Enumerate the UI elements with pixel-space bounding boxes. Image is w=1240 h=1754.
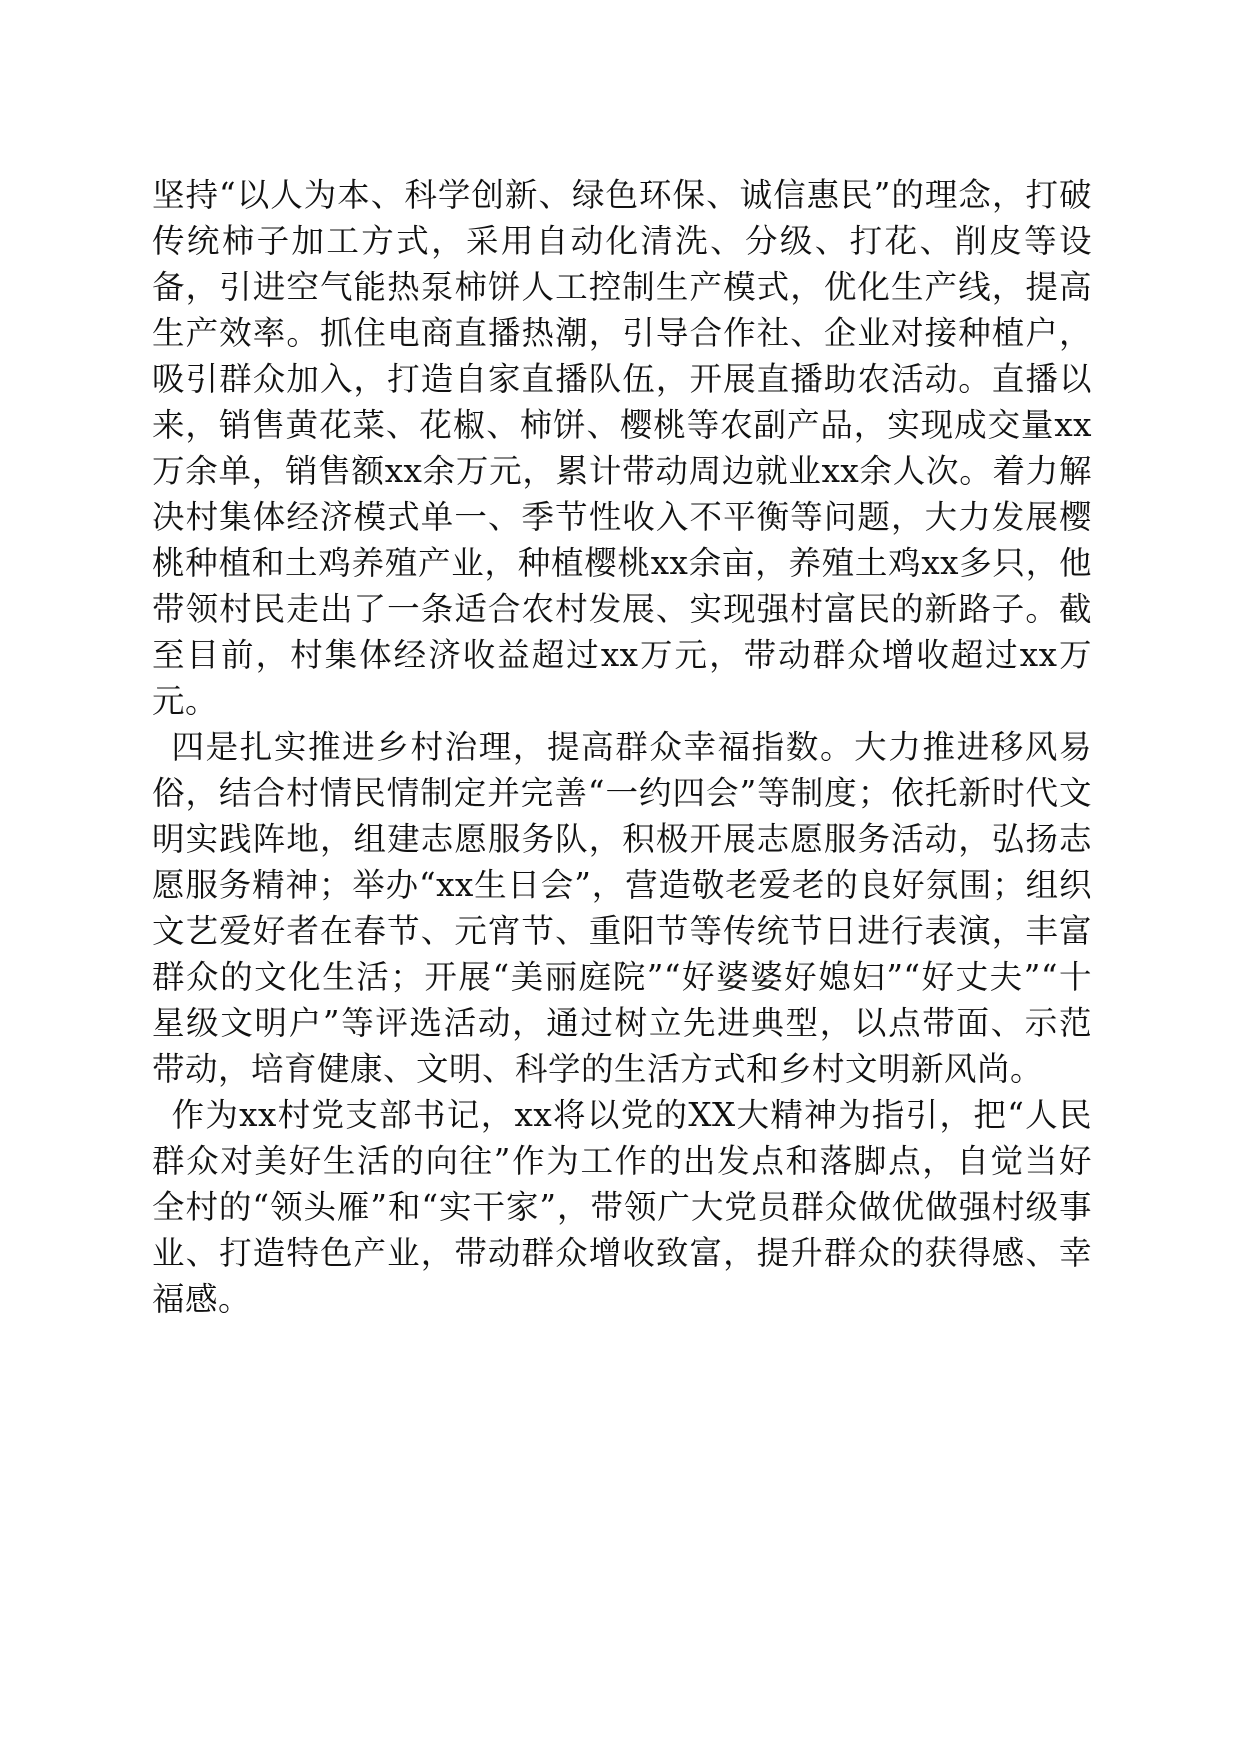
paragraph-continuation: 坚持“以人为本、科学创新、绿色环保、诚信惠民”的理念，打破传统柿子加工方式，采用自动化清洗、分级、打花、削皮等设备，引进空气能热泵柿饼人工控制生产模式，优化生产线，提高生产效率。抓住电商直播热潮，引导合作社、企业对接种植户，吸引群众加入，打造自家直播队伍，开展直播助农活动。直播以来，销售黄花菜、花椒、柿饼、樱桃等农副产品，实现成交量xx万余单，销售额xx余万元，累计带动周边就业xx余人次。着力解决村集体经济模式单一、季节性收入不平衡等问题，大力发展樱桃种植和土鸡养殖产业，种植樱桃xx余亩，养殖土鸡xx多只，他带领村民走出了一条适合农村发展、实现强村富民的新路子。截至目前，村集体经济收益超过xx万元，带动群众增收超过xx万元。	[152, 176, 1092, 720]
paragraph-rural-governance: 四是扎实推进乡村治理，提高群众幸福指数。大力推进移风易俗，结合村情民情制定并完善“一约四会”等制度；依托新时代文明实践阵地，组建志愿服务队，积极开展志愿服务活动，弘扬志愿服务精神；举办“xx生日会”，营造敬老爱老的良好氛围；组织文艺爱好者在春节、元宵节、重阳节等传统节日进行表演，丰富群众的文化生活；开展“美丽庭院”“好婆婆好媳妇”“好丈夫”“十星级文明户”等评选活动，通过树立先进典型，以点带面、示范带动，培育健康、文明、科学的生活方式和乡村文明新风尚。	[152, 728, 1092, 1088]
document-body	[152, 172, 1092, 1322]
paragraph-conclusion: 作为xx村党支部书记，xx将以党的XX大精神为指引，把“人民群众对美好生活的向往”作为工作的出发点和落脚点，自觉当好全村的“领头雁”和“实干家”，带领广大党员群众做优做强村级事业、打造特色产业，带动群众增收致富，提升群众的获得感、幸福感。	[152, 1096, 1092, 1318]
